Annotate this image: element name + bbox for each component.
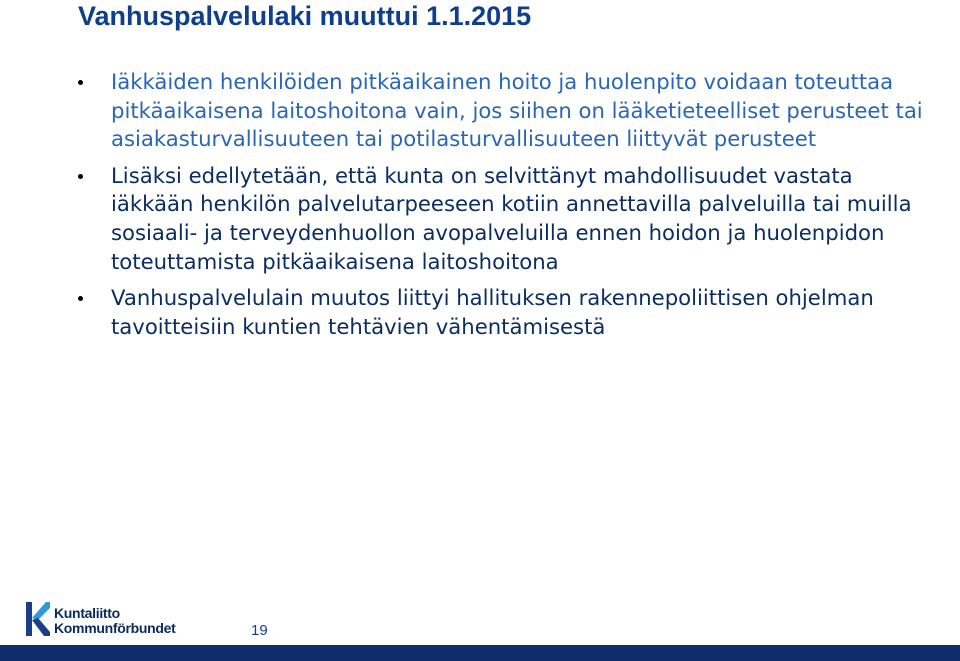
bullet-item-2 — [78, 162, 938, 276]
bullet-item-1 — [78, 68, 938, 154]
bullet-dot-icon — [78, 80, 83, 85]
logo-text-kuntaliitto: Kuntaliitto — [54, 605, 120, 621]
bullet-dot-icon — [78, 174, 83, 179]
bullet-item-3 — [78, 284, 938, 341]
bullet-text-2: Lisäksi edellytetään, että kunta on selvittänyt mahdollisuudet vastata iäkkään henkilön palvelutarpeeseen kotiin annettavilla palveluilla tai muilla sosiaali- ja terveydenhuollon avopalveluilla ennen hoidon ja huolenpidon toteuttamista pitkäaikaisena laitoshoitona — [111, 162, 912, 274]
slide-title: Vanhuspalvelulaki muuttui 1.1.2015 — [78, 1, 532, 31]
kuntaliitto-logo-icon — [24, 600, 50, 638]
footer-bar — [0, 645, 960, 661]
page-number: 19 — [251, 622, 268, 639]
bullet-dot-icon — [78, 296, 83, 301]
logo-text-kommunforbundet: Kommunförbundet — [54, 620, 176, 636]
bullet-list — [78, 68, 938, 349]
kuntaliitto-logo — [24, 600, 194, 638]
bullet-text-1: Iäkkäiden henkilöiden pitkäaikainen hoito ja huolenpito voidaan toteuttaa pitkäaikaisena laitoshoitona vain, jos siihen on lääketieteelliset perusteet tai asiakasturvallisuuteen tai potilasturvallisuuteen liittyvät perusteet — [111, 69, 923, 152]
bullet-text-3: Vanhuspalvelulain muutos liittyi hallituksen rakennepoliittisen ohjelman tavoitteisiin kuntien tehtävien vähentämisestä — [111, 285, 874, 339]
